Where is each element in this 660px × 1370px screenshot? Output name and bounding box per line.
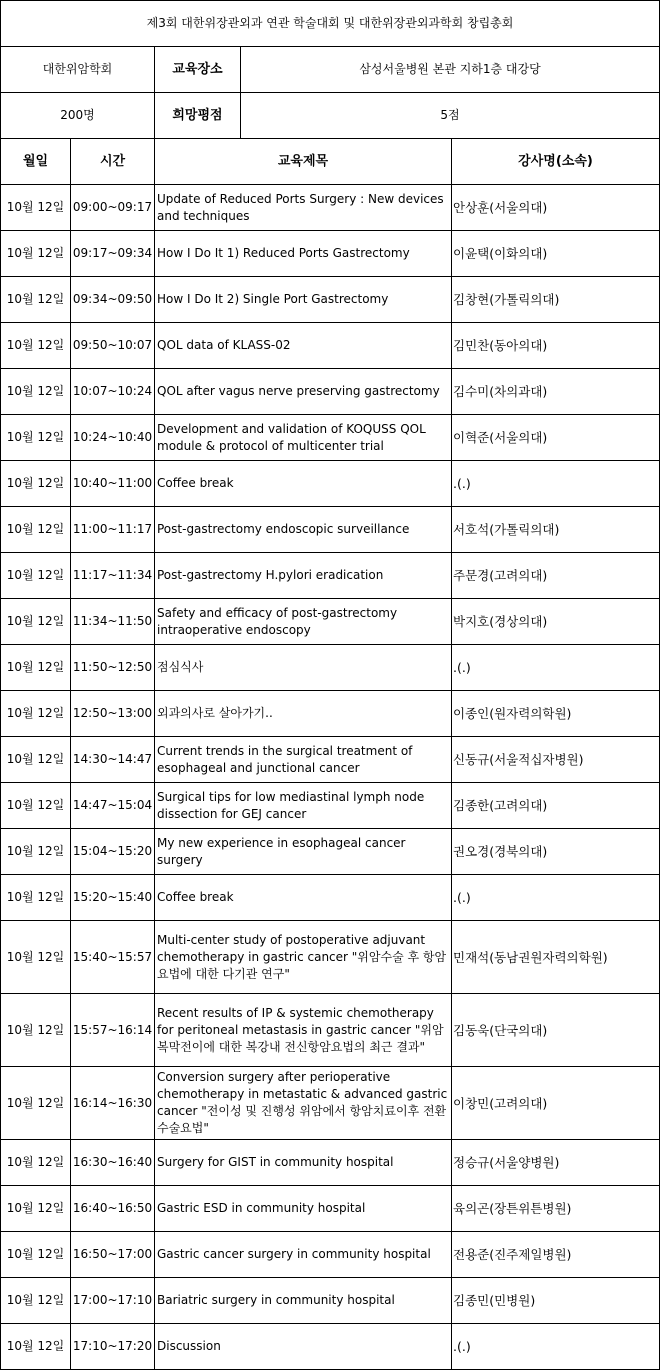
row-speaker: 김동욱(단국의대) — [452, 994, 660, 1067]
table-row — [1, 1140, 660, 1186]
row-time: 09:34~09:50 — [71, 277, 155, 323]
row-topic: Current trends in the surgical treatment of esophageal and junctional cancer — [155, 737, 452, 783]
row-date: 10월 12일 — [1, 185, 71, 231]
row-topic: Conversion surgery after perioperative chemotherapy in metastatic & advanced gastric cancer "전이성 및 진행성 위암에서 항암치료이후 전환수술요법" — [155, 1067, 452, 1140]
row-time: 11:00~11:17 — [71, 507, 155, 553]
row-time: 10:07~10:24 — [71, 369, 155, 415]
row-time: 10:40~11:00 — [71, 461, 155, 507]
row-time: 09:00~09:17 — [71, 185, 155, 231]
row-time: 14:47~15:04 — [71, 783, 155, 829]
row-topic: Post-gastrectomy endoscopic surveillance — [155, 507, 452, 553]
row-speaker: 정승규(서울양병원) — [452, 1140, 660, 1186]
row-topic: Update of Reduced Ports Surgery : New devices and techniques — [155, 185, 452, 231]
row-topic: Bariatric surgery in community hospital — [155, 1278, 452, 1324]
row-date: 10월 12일 — [1, 1232, 71, 1278]
row-topic: Gastric ESD in community hospital — [155, 1186, 452, 1232]
table-row — [1, 691, 660, 737]
table-row — [1, 921, 660, 994]
row-speaker: 박지호(경상의대) — [452, 599, 660, 645]
header-time: 시간 — [71, 139, 155, 185]
row-topic: Coffee break — [155, 461, 452, 507]
row-speaker: 김창현(가톨릭의대) — [452, 277, 660, 323]
row-speaker: 서호석(가톨릭의대) — [452, 507, 660, 553]
row-time: 11:50~12:50 — [71, 645, 155, 691]
row-time: 17:10~17:20 — [71, 1324, 155, 1370]
row-date: 10월 12일 — [1, 461, 71, 507]
row-topic: Coffee break — [155, 875, 452, 921]
row-topic: Safety and efficacy of post-gastrectomy intraoperative endoscopy — [155, 599, 452, 645]
row-time: 09:17~09:34 — [71, 231, 155, 277]
score: 5점 — [241, 93, 660, 139]
row-topic: 외과의사로 살아가기.. — [155, 691, 452, 737]
row-date: 10월 12일 — [1, 829, 71, 875]
row-speaker: .(.) — [452, 1324, 660, 1370]
row-topic: Post-gastrectomy H.pylori eradication — [155, 553, 452, 599]
table-row — [1, 1278, 660, 1324]
row-speaker: 안상훈(서울의대) — [452, 185, 660, 231]
row-time: 10:24~10:40 — [71, 415, 155, 461]
table-row — [1, 461, 660, 507]
row-speaker: 김종한(고려의대) — [452, 783, 660, 829]
row-speaker: 신동규(서울적십자병원) — [452, 737, 660, 783]
row-date: 10월 12일 — [1, 1140, 71, 1186]
row-time: 09:50~10:07 — [71, 323, 155, 369]
venue-label: 교육장소 — [155, 47, 241, 93]
row-topic: QOL after vagus nerve preserving gastrectomy — [155, 369, 452, 415]
row-topic: 점심식사 — [155, 645, 452, 691]
row-date: 10월 12일 — [1, 369, 71, 415]
row-date: 10월 12일 — [1, 737, 71, 783]
row-topic: Surgery for GIST in community hospital — [155, 1140, 452, 1186]
row-topic: Discussion — [155, 1324, 452, 1370]
table-row — [1, 645, 660, 691]
row-date: 10월 12일 — [1, 415, 71, 461]
header-topic: 교육제목 — [155, 139, 452, 185]
venue: 삼성서울병원 본관 지하1층 대강당 — [241, 47, 660, 93]
row-speaker: 김수미(차의과대) — [452, 369, 660, 415]
table-row — [1, 829, 660, 875]
table-row — [1, 599, 660, 645]
row-date: 10월 12일 — [1, 231, 71, 277]
row-date: 10월 12일 — [1, 691, 71, 737]
row-date: 10월 12일 — [1, 875, 71, 921]
row-date: 10월 12일 — [1, 921, 71, 994]
row-time: 16:14~16:30 — [71, 1067, 155, 1140]
table-row — [1, 415, 660, 461]
table-row — [1, 369, 660, 415]
row-speaker: .(.) — [452, 875, 660, 921]
row-speaker: 민재석(동남권원자력의학원) — [452, 921, 660, 994]
row-time: 12:50~13:00 — [71, 691, 155, 737]
row-topic: Recent results of IP & systemic chemotherapy for peritoneal metastasis in gastric cancer "위암복막전이에 대한 복강내 전신항암요법의 최근 결과" — [155, 994, 452, 1067]
table-row — [1, 994, 660, 1067]
row-time: 15:57~16:14 — [71, 994, 155, 1067]
table-row — [1, 783, 660, 829]
score-label: 희망평점 — [155, 93, 241, 139]
header-date: 월일 — [1, 139, 71, 185]
row-time: 16:40~16:50 — [71, 1186, 155, 1232]
table-row — [1, 1232, 660, 1278]
row-speaker: 이종인(원자력의학원) — [452, 691, 660, 737]
table-row — [1, 737, 660, 783]
header-speaker: 강사명(소속) — [452, 139, 660, 185]
row-speaker: 육의곤(장튼위튼병원) — [452, 1186, 660, 1232]
row-time: 11:17~11:34 — [71, 553, 155, 599]
row-speaker: 이윤택(이화의대) — [452, 231, 660, 277]
row-date: 10월 12일 — [1, 323, 71, 369]
row-date: 10월 12일 — [1, 1324, 71, 1370]
row-speaker: 주문경(고려의대) — [452, 553, 660, 599]
document-title: 제3회 대한위장관외과 연관 학술대회 및 대한위장관외과학회 창립총회 — [1, 1, 660, 47]
table-row — [1, 553, 660, 599]
row-date: 10월 12일 — [1, 994, 71, 1067]
row-speaker: 이창민(고려의대) — [452, 1067, 660, 1140]
capacity: 200명 — [1, 93, 155, 139]
row-topic: QOL data of KLASS-02 — [155, 323, 452, 369]
row-topic: Multi-center study of postoperative adjuvant chemotherapy in gastric cancer "위암수술 후 항암요법에 대한 다기관 연구" — [155, 921, 452, 994]
row-time: 17:00~17:10 — [71, 1278, 155, 1324]
row-topic: My new experience in esophageal cancer surgery — [155, 829, 452, 875]
row-speaker: 전용준(진주제일병원) — [452, 1232, 660, 1278]
row-topic: How I Do It 1) Reduced Ports Gastrectomy — [155, 231, 452, 277]
table-row — [1, 1324, 660, 1370]
row-date: 10월 12일 — [1, 1278, 71, 1324]
table-row — [1, 507, 660, 553]
row-speaker: .(.) — [452, 461, 660, 507]
organizer: 대한위암학회 — [1, 47, 155, 93]
row-date: 10월 12일 — [1, 1186, 71, 1232]
row-time: 11:34~11:50 — [71, 599, 155, 645]
table-row — [1, 185, 660, 231]
row-topic: How I Do It 2) Single Port Gastrectomy — [155, 277, 452, 323]
table-row — [1, 875, 660, 921]
row-time: 15:04~15:20 — [71, 829, 155, 875]
table-row — [1, 323, 660, 369]
table-row — [1, 231, 660, 277]
table-row — [1, 1067, 660, 1140]
row-date: 10월 12일 — [1, 553, 71, 599]
table-row — [1, 277, 660, 323]
row-speaker: 권오경(경북의대) — [452, 829, 660, 875]
row-speaker: 김종민(민병원) — [452, 1278, 660, 1324]
row-time: 16:50~17:00 — [71, 1232, 155, 1278]
row-date: 10월 12일 — [1, 599, 71, 645]
row-time: 15:40~15:57 — [71, 921, 155, 994]
row-speaker: 김민찬(동아의대) — [452, 323, 660, 369]
row-time: 15:20~15:40 — [71, 875, 155, 921]
row-date: 10월 12일 — [1, 277, 71, 323]
row-date: 10월 12일 — [1, 1067, 71, 1140]
row-time: 16:30~16:40 — [71, 1140, 155, 1186]
row-date: 10월 12일 — [1, 783, 71, 829]
row-topic: Surgical tips for low mediastinal lymph node dissection for GEJ cancer — [155, 783, 452, 829]
row-time: 14:30~14:47 — [71, 737, 155, 783]
row-speaker: .(.) — [452, 645, 660, 691]
row-date: 10월 12일 — [1, 507, 71, 553]
table-row — [1, 1186, 660, 1232]
row-topic: Development and validation of KOQUSS QOL module & protocol of multicenter trial — [155, 415, 452, 461]
row-speaker: 이혁준(서울의대) — [452, 415, 660, 461]
row-date: 10월 12일 — [1, 645, 71, 691]
row-topic: Gastric cancer surgery in community hospital — [155, 1232, 452, 1278]
